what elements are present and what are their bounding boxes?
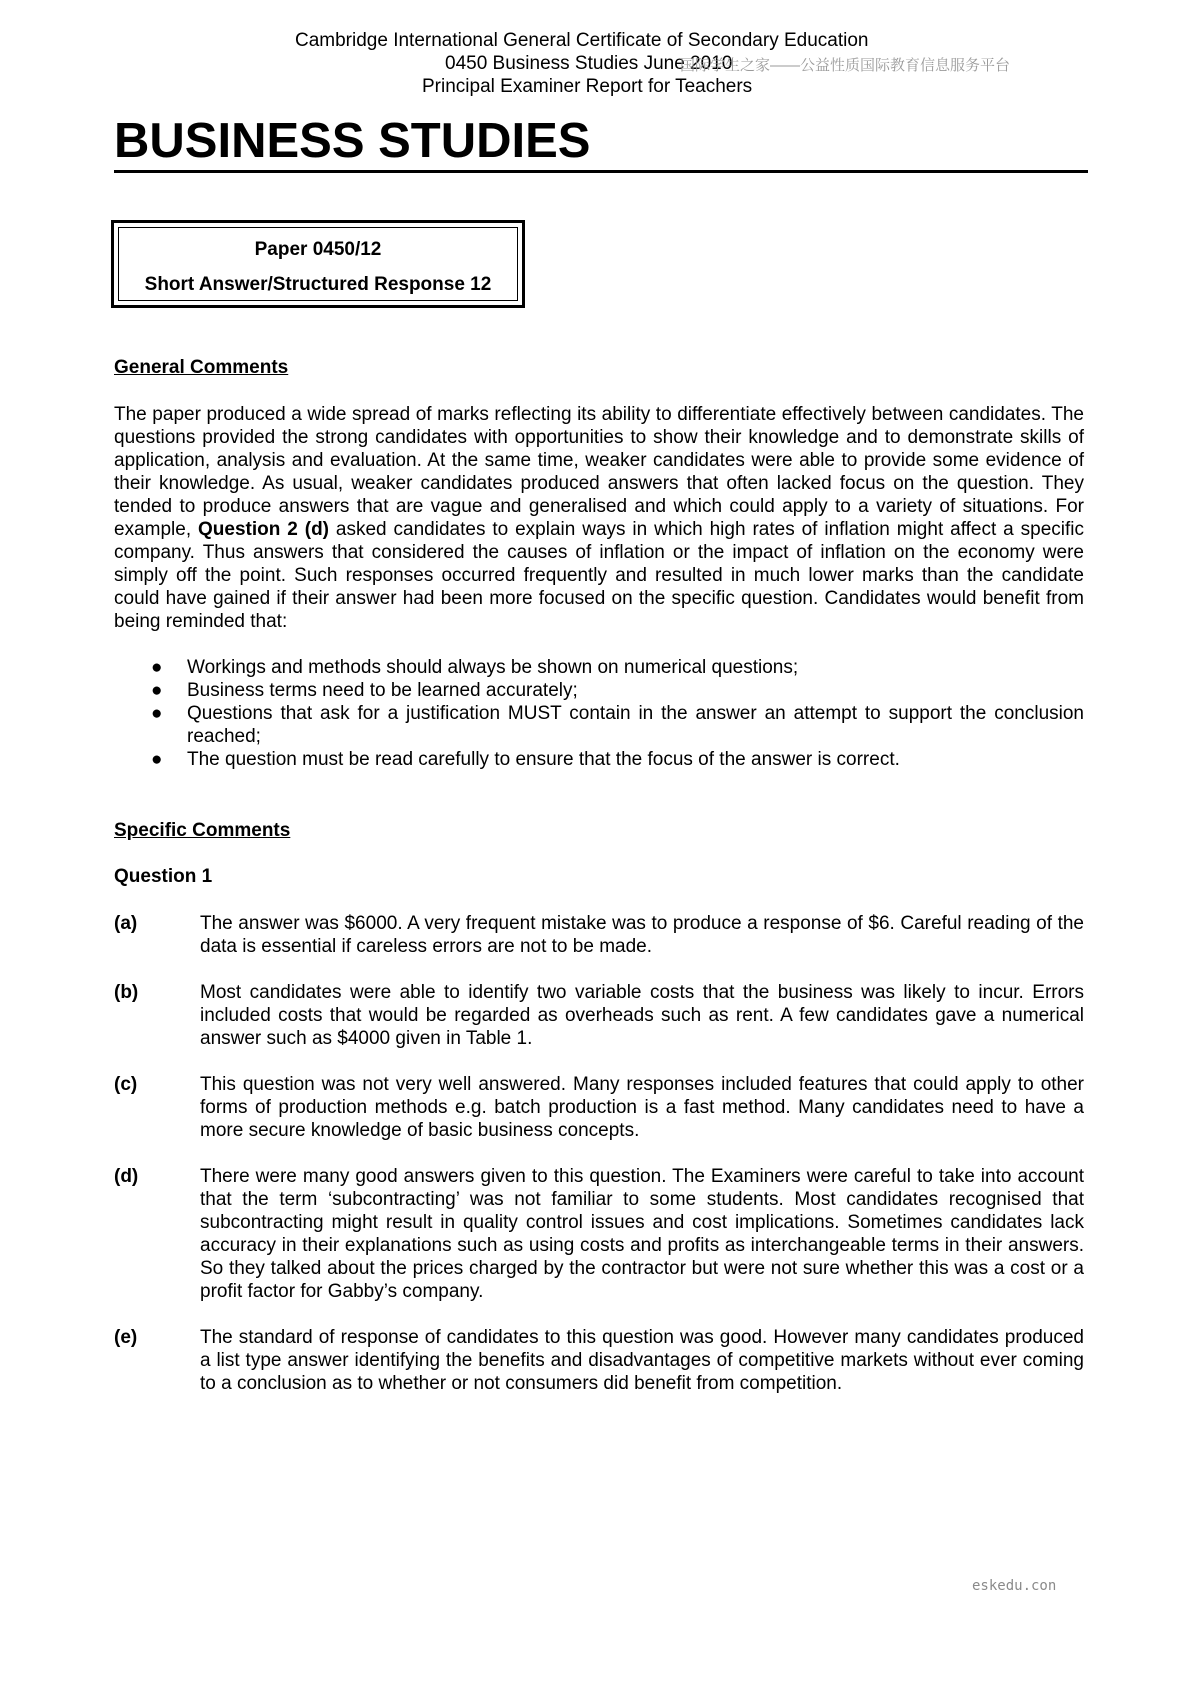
- question-part-label: (d): [114, 1166, 139, 1187]
- general-comments-paragraph: [114, 403, 1084, 633]
- header-line-2: 0450 Business Studies June 2010: [445, 53, 733, 74]
- bullet-icon: ●: [151, 680, 163, 701]
- watermark-text: 国际学生之家——公益性质国际教育信息服务平台: [680, 57, 1011, 74]
- intro-question-reference: Question 2 (d): [198, 519, 330, 540]
- specific-comments-heading: Specific Comments: [114, 820, 291, 841]
- list-item-text: Workings and methods should always be shown on numerical questions;: [187, 657, 799, 678]
- question-part-comment: This question was not very well answered. Many responses included features that could apply to other forms of production methods e.g. batch production is a fast method. Many candidates need to have a more secure knowledge of basic business concepts.: [200, 1074, 1084, 1141]
- list-item-text: Business terms need to be learned accurately;: [187, 680, 578, 701]
- question-part-comment: Most candidates were able to identify two variable costs that the business was likely to incur. Errors included costs that would be regarded as overheads such as rent. A few candidates gave a numerical answer such as $4000 given in Table 1.: [200, 982, 1084, 1049]
- paper-name: Short Answer/Structured Response 12: [144, 274, 492, 295]
- question-part-comment: The standard of response of candidates to this question was good. However many candidates produced a list type answer identifying the benefits and disadvantages of competitive markets without ever coming to a conclusion as to whether or not consumers did benefit from competition.: [200, 1327, 1084, 1394]
- bullet-icon: ●: [151, 749, 163, 770]
- list-item: [114, 679, 1084, 702]
- page-title: BUSINESS STUDIES: [114, 114, 591, 168]
- footer-site-watermark: eskedu.con: [972, 1578, 1057, 1594]
- list-item: [114, 702, 1084, 748]
- question-part-comment: There were many good answers given to this question. The Examiners were careful to take into account that the term ‘subcontracting’ was not familiar to some students. Most candidates recognised that subcontracting might result in quality control issues and cost implications. Sometimes candidates lack accuracy in their explanations such as using costs and profits as interchangeable terms in their answers. So they talked about the prices charged by the contractor but were not sure whether this was a cost or a profit factor for Gabby’s company.: [200, 1166, 1084, 1302]
- bullet-icon: ●: [151, 657, 163, 678]
- paper-info-box-inner: [118, 227, 518, 301]
- question-1-heading: Question 1: [114, 866, 213, 887]
- header-line-3: Principal Examiner Report for Teachers: [422, 76, 753, 97]
- list-item: [114, 748, 1084, 771]
- question-part-label: (b): [114, 982, 139, 1003]
- paper-code: Paper 0450/12: [254, 239, 382, 260]
- paper-info-box: [111, 220, 525, 308]
- list-item-text: The question must be read carefully to ensure that the focus of the answer is correct.: [187, 749, 900, 770]
- list-item-text: Questions that ask for a justification MUST contain in the answer an attempt to support the conclusion reached;: [187, 703, 1084, 747]
- general-comments-heading: General Comments: [114, 357, 289, 378]
- question-part-label: (c): [114, 1074, 138, 1095]
- question-part-label: (a): [114, 913, 138, 934]
- title-underline-divider: [114, 170, 1088, 173]
- question-part-label: (e): [114, 1327, 138, 1348]
- reminder-bullet-list: [114, 656, 1084, 771]
- intro-text-end: asked candidates to explain ways in which high rates of inflation might affect a specific company. Thus answers that considered the causes of inflation or the impact of inflation on the economy were simply off the point. Such responses occurred frequently and resulted in much lower marks than the candidate could have gained if their answer had been more focused on the specific question. Candidates would benefit from being reminded that:: [114, 519, 1085, 632]
- question-part-comment: The answer was $6000. A very frequent mistake was to produce a response of $6. Careful reading of the data is essential if careless errors are not to be made.: [200, 913, 1084, 957]
- bullet-icon: ●: [151, 703, 163, 724]
- header-line-1: Cambridge International General Certificate of Secondary Education: [295, 30, 869, 51]
- intro-text-start: The paper produced a wide spread of marks reflecting its ability to differentiate effectively between candidates. The questions provided the strong candidates with opportunities to show their knowledge and to demonstrate skills of application, analysis and evaluation. At the same time, weaker candidates were able to provide some evidence of their knowledge. As usual, weaker candidates produced answers that often lacked focus on the question. They tended to produce answers that are vague and generalised and which could apply to a variety of situations. For example,: [114, 404, 1084, 540]
- list-item: [114, 656, 1084, 679]
